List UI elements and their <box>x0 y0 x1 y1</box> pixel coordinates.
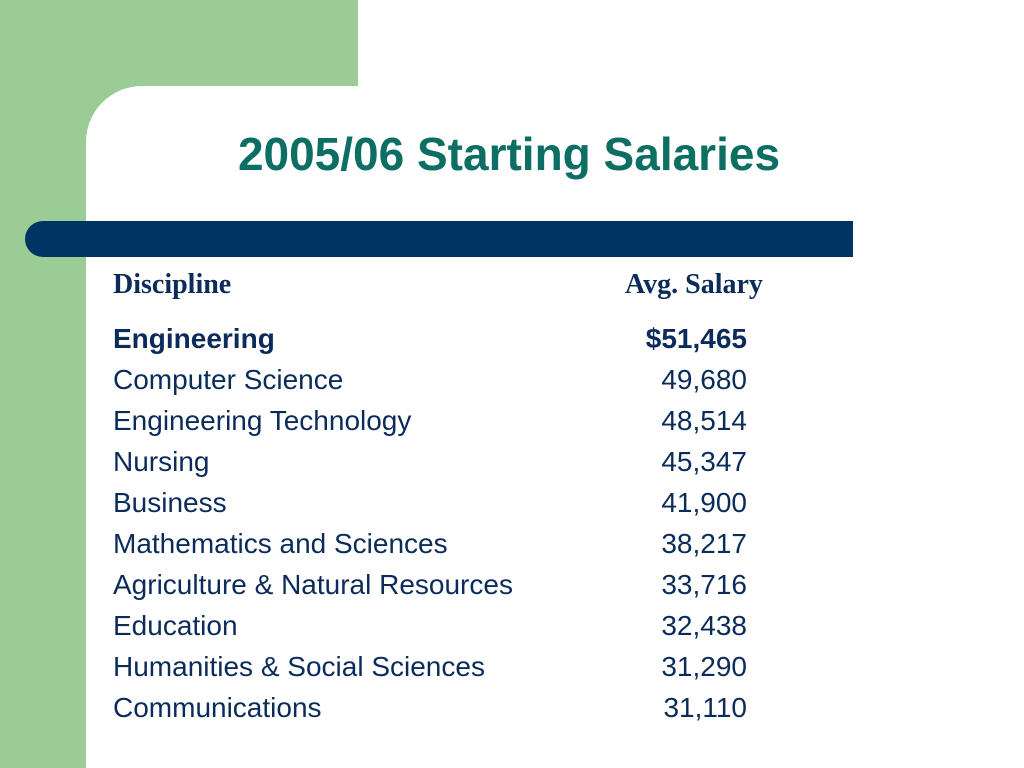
table-body <box>113 318 833 728</box>
table-row <box>113 564 833 605</box>
salary-cell: 31,290 <box>661 651 747 682</box>
header-avg-salary: Avg. Salary <box>625 269 763 300</box>
discipline-cell: Engineering <box>113 323 275 354</box>
discipline-cell: Agriculture & Natural Resources <box>113 569 513 600</box>
salary-cell: 48,514 <box>661 405 747 436</box>
salary-cell: 49,680 <box>661 364 747 395</box>
salary-cell: 45,347 <box>661 446 747 477</box>
table-row <box>113 646 833 687</box>
table-header-row <box>113 262 833 306</box>
slide-title: 2005/06 Starting Salaries <box>237 128 781 180</box>
table-row <box>113 400 833 441</box>
table-row <box>113 523 833 564</box>
green-left-strip <box>0 0 86 768</box>
discipline-cell: Nursing <box>113 446 210 477</box>
discipline-cell: Education <box>113 610 238 641</box>
table-row <box>113 318 833 359</box>
salary-cell: $51,465 <box>645 323 747 354</box>
salary-cell: 33,716 <box>661 569 747 600</box>
discipline-cell: Engineering Technology <box>113 405 412 436</box>
header-discipline: Discipline <box>113 269 232 300</box>
table-row <box>113 482 833 523</box>
salary-cell: 31,110 <box>663 692 747 723</box>
salary-cell: 41,900 <box>661 487 747 518</box>
discipline-cell: Communications <box>113 692 322 723</box>
salary-table <box>113 262 833 723</box>
discipline-cell: Computer Science <box>113 364 344 395</box>
table-row <box>113 605 833 646</box>
discipline-cell: Humanities & Social Sciences <box>113 651 485 682</box>
table-row <box>113 441 833 482</box>
navy-divider-bar <box>25 221 853 257</box>
table-row <box>113 687 833 728</box>
discipline-cell: Mathematics and Sciences <box>113 528 448 559</box>
table-row <box>113 359 833 400</box>
discipline-cell: Business <box>113 487 227 518</box>
salary-cell: 38,217 <box>661 528 747 559</box>
salary-cell: 32,438 <box>661 610 747 641</box>
